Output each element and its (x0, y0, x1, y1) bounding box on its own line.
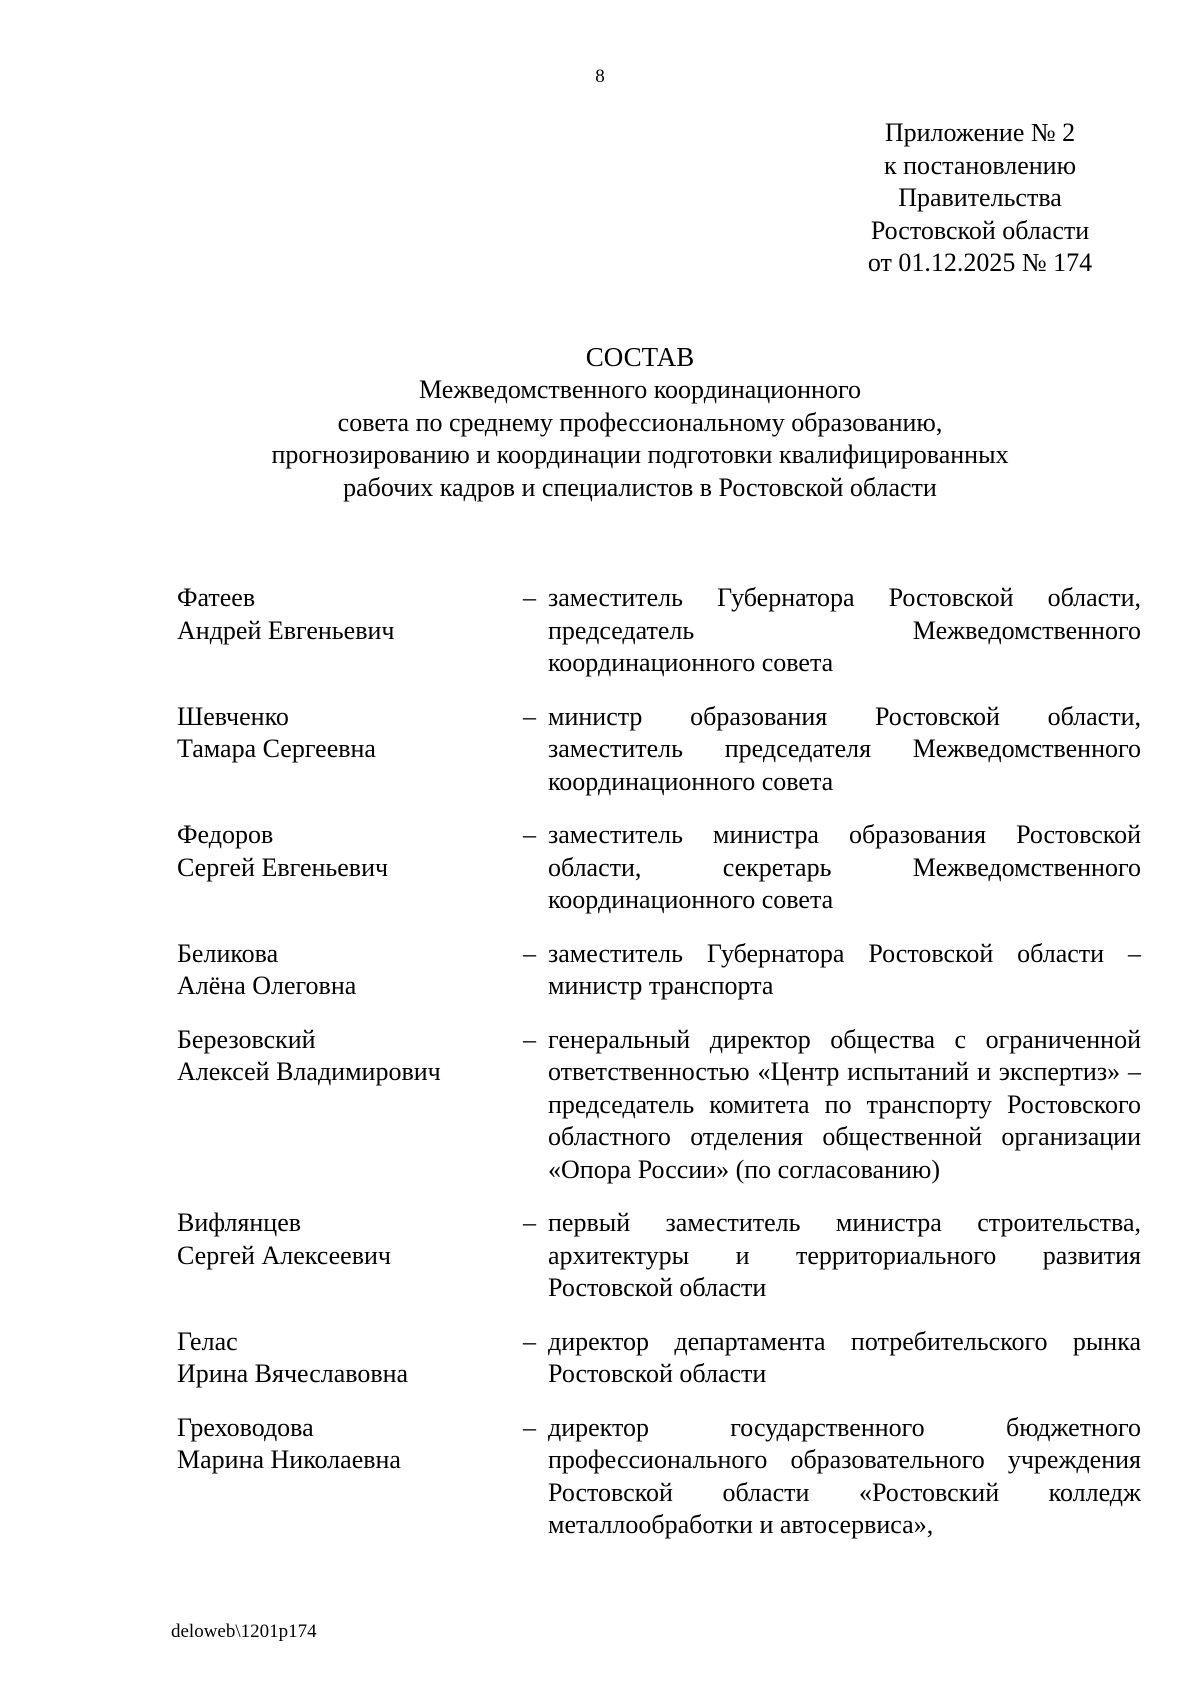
member-name (177, 938, 511, 1003)
member-dash: – (523, 1208, 536, 1237)
member-given-names: Андрей Евгеньевич (177, 615, 395, 645)
member-role: заместитель министра образования Ростовской области, секретарь Межведомственного координационного совета (548, 820, 1141, 914)
document-title-block (150, 340, 1130, 504)
appendix-line-4: Ростовской области (870, 215, 1090, 245)
member-name (177, 1412, 511, 1542)
member-surname: Вифлянцев (177, 1208, 302, 1237)
member-given-names: Ирина Вячеславовна (177, 1359, 409, 1388)
member-surname: Березовский (177, 1024, 316, 1054)
member-given-names: Тамара Сергеевна (177, 734, 376, 763)
member-surname: Фатеев (177, 583, 256, 612)
member-given-names: Марина Николаевна (177, 1445, 401, 1474)
title-line-2: совета по среднему профессиональному образованию, (337, 407, 943, 437)
member-name (177, 1326, 511, 1391)
member-given-names: Алёна Олеговна (177, 971, 357, 1000)
document-title: СОСТАВ (585, 342, 695, 372)
member-name (177, 701, 511, 799)
member-row (177, 1024, 1141, 1187)
member-name (177, 1024, 511, 1187)
member-dash: – (523, 583, 536, 612)
member-role: директор департамента потребительского рынка Ростовской области (548, 1326, 1141, 1388)
member-dash: – (523, 1326, 536, 1356)
page-number: 8 (595, 66, 605, 87)
member-row (177, 1207, 1141, 1305)
appendix-line-1: Приложение № 2 (884, 118, 1076, 147)
member-row (177, 1326, 1141, 1391)
member-row (177, 582, 1141, 680)
title-line-4: рабочих кадров и специалистов в Ростовской области (343, 472, 937, 502)
member-given-names: Сергей Евгеньевич (177, 852, 389, 882)
member-dash: – (523, 938, 536, 968)
member-role: заместитель Губернатора Ростовской области, председатель Межведомственного координационного совета (548, 583, 1141, 677)
member-row (177, 701, 1141, 799)
appendix-line-2: к постановлению (883, 150, 1077, 180)
member-dash: – (523, 701, 536, 731)
member-row (177, 1412, 1141, 1542)
member-role: министр образования Ростовской области, заместитель председателя Межведомственного координационного совета (548, 701, 1141, 796)
member-role: заместитель Губернатора Ростовской области – министр транспорта (548, 938, 1141, 1000)
member-name (177, 819, 511, 917)
members-list (177, 582, 1141, 1563)
member-dash: – (523, 820, 536, 849)
member-surname: Беликова (177, 938, 279, 968)
appendix-line-5: от 01.12.2025 № 174 (867, 248, 1093, 277)
member-name (177, 582, 511, 680)
member-surname: Федоров (177, 820, 274, 849)
title-line-3: прогнозированию и координации подготовки квалифицированных (271, 440, 1009, 469)
member-dash: – (523, 1412, 536, 1442)
member-row (177, 819, 1141, 917)
member-name (177, 1207, 511, 1305)
member-role: директор государственного бюджетного профессионального образовательного учреждения Ростовской области «Ростовский колледж металлообработки и автосервиса», (548, 1412, 1141, 1539)
member-given-names: Алексей Владимирович (177, 1057, 441, 1086)
member-role: первый заместитель министра строительства, архитектуры и территориального развития Ростовской области (548, 1208, 1141, 1302)
member-surname: Греховодова (177, 1412, 314, 1442)
appendix-block (840, 117, 1120, 280)
member-given-names: Сергей Алексеевич (177, 1240, 391, 1270)
title-line-1: Межведомственного координационного (419, 375, 861, 404)
member-surname: Гелас (177, 1326, 238, 1356)
appendix-line-3: Правительства (898, 183, 1062, 212)
member-dash: – (523, 1024, 536, 1054)
member-role: генеральный директор общества с ограниченной ответственностью «Центр испытаний и экспертиз» – председатель комитета по транспорту Ростовского областного отделения общественной организации «Опора России» (по согласованию) (548, 1024, 1141, 1184)
footer-document-reference: deloweb\1201p174 (171, 1621, 317, 1642)
member-row (177, 938, 1141, 1003)
member-surname: Шевченко (177, 701, 289, 731)
